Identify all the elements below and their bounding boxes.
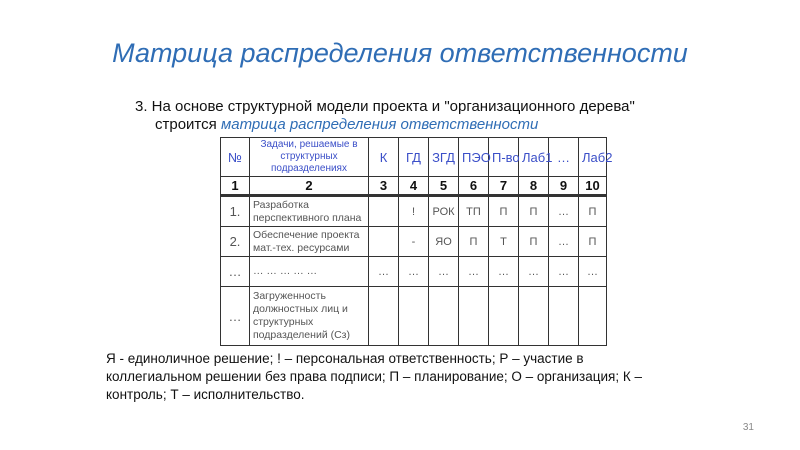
table-row — [221, 227, 607, 257]
table-row-cell: Т — [489, 227, 519, 257]
number-row-cell: 4 — [399, 177, 429, 196]
number-row-cell: 7 — [489, 177, 519, 196]
table-row-cell — [579, 287, 607, 346]
table-row-cell: РОК — [429, 196, 459, 227]
table-row-cell: Обеспечение проекта мат.-тех. ресурсами — [250, 227, 369, 257]
table-row-cell: … — [369, 257, 399, 287]
table-row-cell: П — [489, 196, 519, 227]
intro-text — [135, 98, 635, 134]
intro-highlight: матрица распределения ответственности — [220, 116, 539, 133]
number-row-cell: 8 — [519, 177, 549, 196]
header-row-cell: № — [221, 138, 250, 177]
table-row — [221, 196, 607, 227]
header-row — [221, 138, 607, 177]
number-row-cell: 10 — [579, 177, 607, 196]
table-row-cell: 2. — [221, 227, 250, 257]
table-row-cell: ! — [399, 196, 429, 227]
number-row-cell: 6 — [459, 177, 489, 196]
table-row-cell: … — [459, 257, 489, 287]
table-row-cell — [369, 287, 399, 346]
table-row-cell: … — [549, 196, 579, 227]
table-row-cell: ЯО — [429, 227, 459, 257]
number-row-cell: 3 — [369, 177, 399, 196]
header-row-cell: ЗГД — [429, 138, 459, 177]
number-row-cell: 5 — [429, 177, 459, 196]
table-row-cell — [519, 287, 549, 346]
header-row-cell: П-во — [489, 138, 519, 177]
slide-title: Матрица распределения ответственности — [112, 38, 688, 68]
number-row-cell: 1 — [221, 177, 250, 196]
table-row-cell: … … … … … — [250, 257, 369, 287]
header-row-cell: К — [369, 138, 399, 177]
table-row-cell: П — [579, 227, 607, 257]
table-row-cell — [489, 287, 519, 346]
page-number: 31 — [742, 422, 754, 433]
table-row-cell: - — [399, 227, 429, 257]
table-row-cell: … — [579, 257, 607, 287]
table-row — [221, 287, 607, 346]
table-row-cell: … — [519, 257, 549, 287]
table-row-cell — [429, 287, 459, 346]
table-row-cell: П — [519, 196, 549, 227]
number-row-cell: 2 — [250, 177, 369, 196]
table-row-cell: … — [549, 227, 579, 257]
header-row-cell: … — [549, 138, 579, 177]
table-row-cell: 1. — [221, 196, 250, 227]
table-row-cell — [549, 287, 579, 346]
intro-line-2 — [135, 116, 635, 134]
header-row-cell: Лаб2 — [579, 138, 607, 177]
legend-text: Я - единоличное решение; ! – персональная ответственность; Р – участие в коллегиальном решении без права подписи; П – планирование; О – организация; К – контроль; Т – исполнительство. — [106, 351, 642, 402]
table-row-cell: П — [519, 227, 549, 257]
table-row-cell — [459, 287, 489, 346]
table-row-cell: Разработка перспективного плана — [250, 196, 369, 227]
table-row-cell — [369, 227, 399, 257]
table-row-cell: ТП — [459, 196, 489, 227]
table-row-cell: П — [459, 227, 489, 257]
header-row-cell: ГД — [399, 138, 429, 177]
responsibility-matrix — [220, 137, 613, 346]
table-row — [221, 257, 607, 287]
intro-line-1: 3. На основе структурной модели проекта и "организационного дерева" — [135, 98, 635, 115]
table-row-cell: … — [549, 257, 579, 287]
table-row-cell: … — [221, 287, 250, 346]
table-row-cell: П — [579, 196, 607, 227]
header-row-cell: ПЭО — [459, 138, 489, 177]
table-row-cell — [369, 196, 399, 227]
table-row-cell — [399, 287, 429, 346]
intro-prefix: строится — [155, 116, 221, 133]
header-row-cell: Задачи, решаемые в структурных подразделениях — [250, 138, 369, 177]
number-row — [221, 177, 607, 196]
table-row-cell: … — [399, 257, 429, 287]
number-row-cell: 9 — [549, 177, 579, 196]
table-row-cell: … — [429, 257, 459, 287]
table-row-cell: … — [489, 257, 519, 287]
table-row-cell: … — [221, 257, 250, 287]
table-row-cell: Загруженность должностных лиц и структурных подразделений (Сз) — [250, 287, 369, 346]
header-row-cell: Лаб1 — [519, 138, 549, 177]
